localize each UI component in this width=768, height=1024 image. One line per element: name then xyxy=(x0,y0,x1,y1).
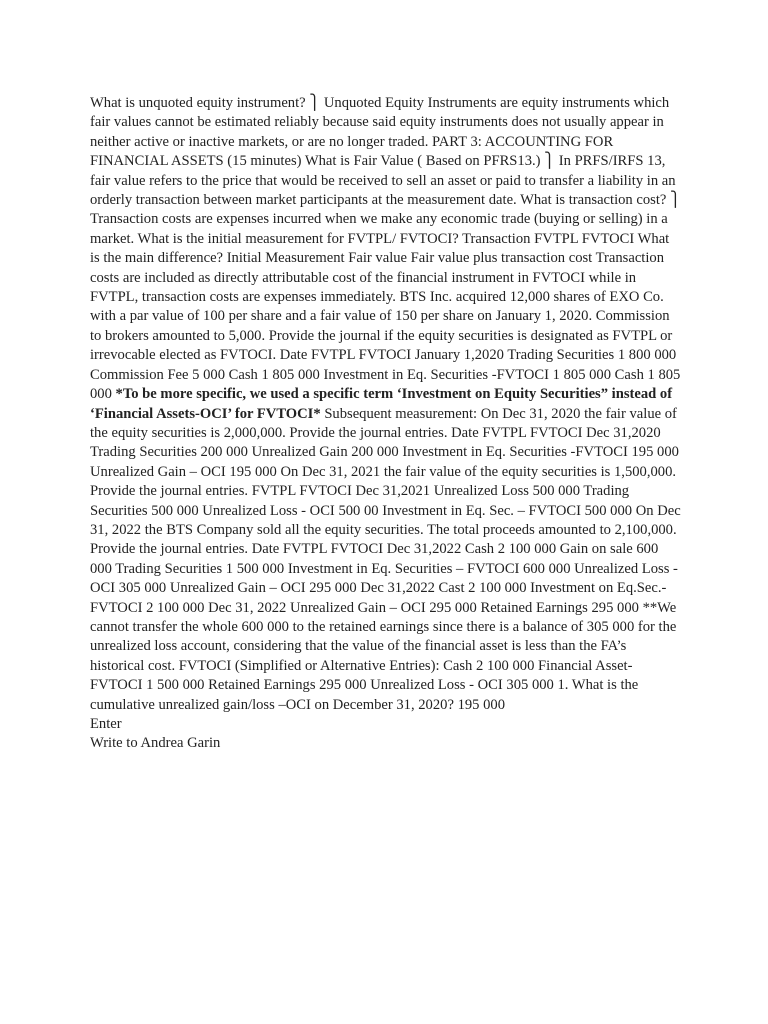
main-paragraph xyxy=(90,94,682,715)
document-body xyxy=(90,94,682,754)
enter-line: Enter xyxy=(90,716,122,732)
paragraph-text-before-note: What is unquoted equity instrument? ⎫ Unquoted Equity Instruments are equity instruments which fair values cannot be estimated reliably because said equity instruments does not usually appear in neither active or inactive markets, or are no longer traded. PART 3: ACCOUNTING FOR FINANCIAL ASSETS (15 minutes) What is Fair Value ( Based on PFRS13.) ⎫ In PRFS/IRFS 13, fair value refers to the price that would be received to sell an asset or paid to transfer a liability in an orderly transaction between market participants at the measurement date. What is transaction cost? ⎫ Transaction costs are expenses incurred when we make any economic trade (buying or selling) in a market. What is the initial measurement for FVTPL/ FVTOCI? Transaction FVTPL FVTOCI What is the main difference? Initial Measurement Fair value Fair value plus transaction cost Transaction costs are included as directly attributable cost of the financial instrument in FVTOCI while in FVTPL, transaction costs are expenses immediately. BTS Inc. acquired 12,000 shares of EXO Co. with a par value of 100 per share and a fair value of 150 per share on January 1, 2020. Commission to brokers amounted to 5,000. Provide the journal if the equity securities is designated as FVTPL or irrevocable elected as FVTOCI. Date FVTPL FVTOCI January 1,2020 Trading Securities 1 800 000 Commission Fee 5 000 Cash 1 805 000 Investment in Eq. Securities -FVTOCI 1 805 000 Cash 1 805 000 xyxy=(90,95,681,403)
bold-note: *To be more specific, we used a specific term ‘Investment on Equity Securities” instead of ‘Financial Assets-OCI’ for FVTOCI* xyxy=(90,386,673,422)
write-to-line: Write to Andrea Garin xyxy=(90,735,221,752)
paragraph-text-after-note: Subsequent measurement: On Dec 31, 2020 the fair value of the equity securities is 2,000,000. Provide the journal entries. Date FVTPL FVTOCI Dec 31,2020 Trading Securities 200 000 Unrealized Gain 200 000 Investment in Eq. Securities -FVTOCI 195 000 Unrealized Gain – OCI 195 000 On Dec 31, 2021 the fair value of the equity securities is 1,500,000. Provide the journal entries. FVTPL FVTOCI Dec 31,2021 Unrealized Loss 500 000 Trading Securities 500 000 Unrealized Loss - OCI 500 00 Investment in Eq. Sec. – FVTOCI 500 000 On Dec 31, 2022 the BTS Company sold all the equity securities. The total proceeds amounted to 2,100,000. Provide the journal entries. Date FVTPL FVTOCI Dec 31,2022 Cash 2 100 000 Gain on sale 600 000 Trading Securities 1 500 000 Investment in Eq. Securities – FVTOCI 600 000 Unrealized Loss - OCI 305 000 Unrealized Gain – OCI 295 000 Dec 31,2022 Cast 2 100 000 Investment on Eq.Sec.-FVTOCI 2 100 000 Dec 31, 2022 Unrealized Gain – OCI 295 000 Retained Earnings 295 000 **We cannot transfer the whole 600 000 to the retained earnings since there is a balance of 305 000 for the unrealized loss account, considering that the value of the financial asset is less than the FA’s historical cost. FVTOCI (Simplified or Alternative Entries): Cash 2 100 000 Financial Asset-FVTOCI 1 500 000 Retained Earnings 295 000 Unrealized Loss - OCI 305 000 1. What is the cumulative unrealized gain/loss –OCI on December 31, 2020? 195 000 xyxy=(90,405,681,713)
